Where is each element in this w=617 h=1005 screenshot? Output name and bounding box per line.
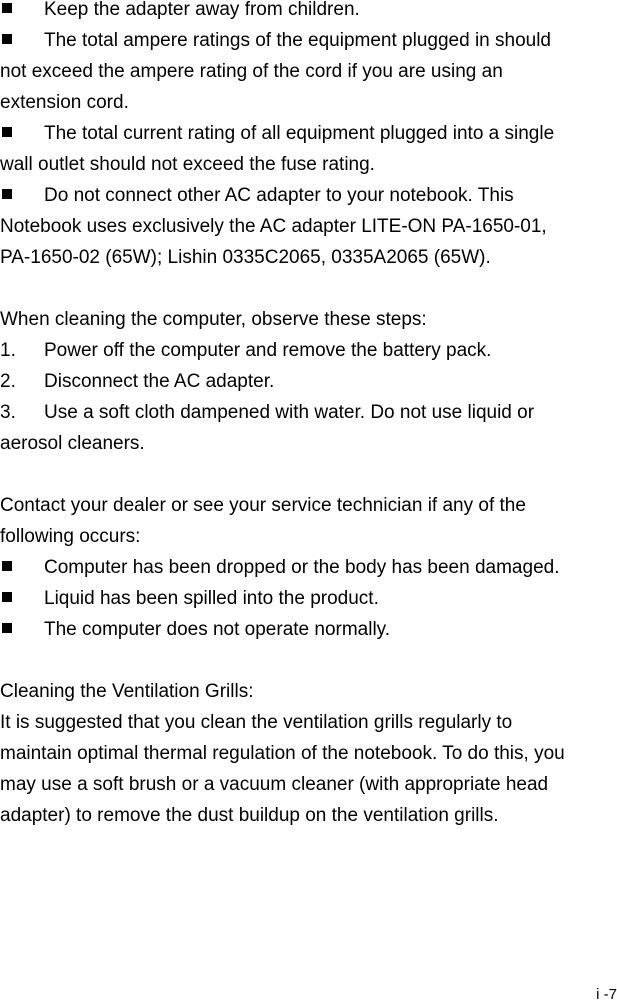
square-bullet-icon [2,34,12,44]
contact-intro: Contact your dealer or see your service technician if any of the [0,495,526,516]
square-bullet-icon [2,3,12,13]
list-item-continuation: extension cord. [0,92,129,113]
paragraph-line: adapter) to remove the dust buildup on the ventilation grills. [0,805,499,826]
list-item: Do not connect other AC adapter to your notebook. This [0,180,617,211]
page-number: i -7 [596,986,617,1003]
step-number: 3. [0,402,16,423]
contact-section [0,490,617,645]
list-item: The computer does not operate normally. [0,614,617,645]
list-item: Computer has been dropped or the body has been damaged. [0,552,617,583]
ventilation-section [0,676,617,831]
paragraph-line: It is suggested that you clean the ventilation grills regularly to [0,712,513,733]
square-bullet-icon [2,592,12,602]
paragraph-line: maintain optimal thermal regulation of the notebook. To do this, you [0,743,565,764]
spacer [0,459,617,490]
cleaning-section [0,304,617,459]
list-item: The total current rating of all equipment plugged into a single [0,118,617,149]
step-number: 2. [0,371,16,392]
precaution-list [0,0,617,273]
square-bullet-icon [2,127,12,137]
list-item-continuation: not exceed the ampere rating of the cord if you are using an [0,61,503,82]
numbered-step-continuation: aerosol cleaners. [0,433,145,454]
square-bullet-icon [2,561,12,571]
list-item-continuation: Notebook uses exclusively the AC adapter LITE-ON PA-1650-01, [0,216,547,237]
numbered-step: 1. Power off the computer and remove the battery pack. [0,335,617,366]
step-number: 1. [0,340,16,361]
spacer [0,273,617,304]
contact-intro: following occurs: [0,526,141,547]
numbered-step: 3. Use a soft cloth dampened with water. Do not use liquid or [0,397,617,428]
list-item: Keep the adapter away from children. [0,0,617,25]
list-item: Liquid has been spilled into the product. [0,583,617,614]
section-heading: Cleaning the Ventilation Grills: [0,681,254,702]
square-bullet-icon [2,189,12,199]
list-item-continuation: wall outlet should not exceed the fuse rating. [0,154,375,175]
cleaning-intro: When cleaning the computer, observe these steps: [0,309,427,330]
paragraph-line: may use a soft brush or a vacuum cleaner (with appropriate head [0,774,549,795]
list-item: The total ampere ratings of the equipment plugged in should [0,25,617,56]
numbered-step: 2. Disconnect the AC adapter. [0,366,617,397]
square-bullet-icon [2,623,12,633]
list-item-continuation: PA-1650-02 (65W); Lishin 0335C2065, 0335A2065 (65W). [0,247,491,268]
spacer [0,645,617,676]
